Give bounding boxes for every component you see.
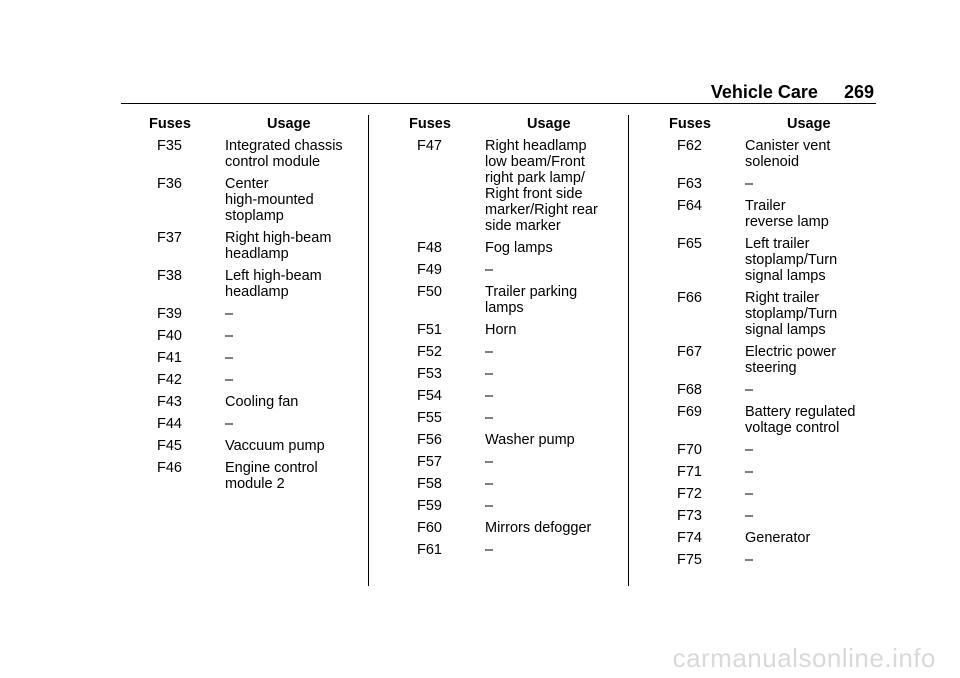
fuse-usage: Trailer reverse lamp <box>745 198 829 230</box>
fuse-usage: Electric power steering <box>745 344 837 376</box>
fuse-id: F54 <box>417 388 442 404</box>
fuse-id: F75 <box>677 552 702 568</box>
fuse-column-1 <box>121 116 361 498</box>
usage-header: Usage <box>527 116 571 132</box>
fuse-usage: – <box>485 410 494 426</box>
fuse-row <box>381 454 621 470</box>
fuse-column-3 <box>641 116 881 574</box>
fuse-id: F63 <box>677 176 702 192</box>
fuse-id: F41 <box>157 350 182 366</box>
fuse-row <box>121 306 361 322</box>
fuse-row <box>641 138 881 170</box>
column-divider <box>368 115 369 586</box>
fuse-id: F57 <box>417 454 442 470</box>
fuse-row <box>381 432 621 448</box>
fuse-id: F55 <box>417 410 442 426</box>
fuse-id: F44 <box>157 416 182 432</box>
fuse-row <box>121 268 361 300</box>
fuse-usage: Cooling fan <box>225 394 299 410</box>
fuse-usage: – <box>485 476 494 492</box>
fuse-id: F39 <box>157 306 182 322</box>
fuse-usage: Horn <box>485 322 517 338</box>
fuse-row <box>641 508 881 524</box>
fuse-usage: Left high-beam headlamp <box>225 268 322 300</box>
fuse-id: F72 <box>677 486 702 502</box>
fuse-id: F59 <box>417 498 442 514</box>
fuse-id: F70 <box>677 442 702 458</box>
fuse-usage: – <box>225 306 234 322</box>
fuse-usage: Washer pump <box>485 432 575 448</box>
fuse-row <box>381 542 621 558</box>
fuse-rows <box>641 138 881 568</box>
fuse-id: F43 <box>157 394 182 410</box>
usage-header: Usage <box>267 116 311 132</box>
fuse-row <box>381 240 621 256</box>
fuse-usage: – <box>745 508 754 524</box>
fuse-row <box>121 460 361 492</box>
fuse-usage: – <box>745 442 754 458</box>
fuse-id: F50 <box>417 284 442 300</box>
fuse-row <box>641 290 881 338</box>
fuses-header: Fuses <box>409 116 451 132</box>
fuse-row <box>121 138 361 170</box>
fuse-id: F42 <box>157 372 182 388</box>
fuse-row <box>121 176 361 224</box>
fuse-row <box>121 372 361 388</box>
fuse-row <box>641 530 881 546</box>
column-header <box>121 116 361 132</box>
fuse-rows <box>121 138 361 492</box>
fuse-usage: – <box>225 350 234 366</box>
fuse-row <box>381 284 621 316</box>
fuse-id: F69 <box>677 404 702 420</box>
fuse-id: F40 <box>157 328 182 344</box>
fuse-id: F73 <box>677 508 702 524</box>
fuse-usage: – <box>745 464 754 480</box>
fuse-id: F37 <box>157 230 182 246</box>
fuse-usage: – <box>225 328 234 344</box>
fuse-id: F48 <box>417 240 442 256</box>
fuse-usage: – <box>485 366 494 382</box>
fuse-row <box>641 382 881 398</box>
fuse-usage: Mirrors defogger <box>485 520 592 536</box>
fuse-usage: Fog lamps <box>485 240 553 256</box>
fuse-usage: – <box>745 552 754 568</box>
fuse-usage: Integrated chassis control module <box>225 138 343 170</box>
fuse-usage: Right trailer stoplamp/Turn signal lamps <box>745 290 838 338</box>
fuse-row <box>381 520 621 536</box>
fuse-row <box>381 138 621 234</box>
fuse-usage: Battery regulated voltage control <box>745 404 856 436</box>
column-header <box>641 116 881 132</box>
fuse-row <box>121 438 361 454</box>
fuse-row <box>641 344 881 376</box>
fuse-id: F35 <box>157 138 182 154</box>
fuse-id: F47 <box>417 138 442 154</box>
fuse-id: F46 <box>157 460 182 476</box>
page-number: 269 <box>843 82 874 102</box>
watermark: carmanualsonline.info <box>672 643 936 673</box>
fuse-id: F71 <box>677 464 702 480</box>
fuse-row <box>121 230 361 262</box>
fuse-usage: – <box>485 542 494 558</box>
fuse-usage: – <box>485 498 494 514</box>
fuse-row <box>641 198 881 230</box>
fuse-id: F74 <box>677 530 702 546</box>
fuse-row <box>121 394 361 410</box>
fuse-usage: Trailer parking lamps <box>485 284 578 316</box>
fuse-id: F65 <box>677 236 702 252</box>
fuse-usage: Left trailer stoplamp/Turn signal lamps <box>745 236 838 284</box>
fuse-usage: Right headlamp low beam/Front right park lamp/ Right front side marker/Right rear side marker <box>485 138 598 234</box>
fuse-usage: – <box>745 176 754 192</box>
usage-header: Usage <box>787 116 831 132</box>
column-divider <box>628 115 629 586</box>
fuse-id: F49 <box>417 262 442 278</box>
column-header <box>381 116 621 132</box>
fuse-row <box>641 464 881 480</box>
fuse-id: F53 <box>417 366 442 382</box>
fuse-id: F62 <box>677 138 702 154</box>
fuse-row <box>121 350 361 366</box>
fuse-id: F61 <box>417 542 442 558</box>
fuse-id: F66 <box>677 290 702 306</box>
fuse-row <box>381 262 621 278</box>
fuse-id: F45 <box>157 438 182 454</box>
fuse-usage: – <box>745 486 754 502</box>
fuse-id: F60 <box>417 520 442 536</box>
fuse-usage: – <box>485 344 494 360</box>
fuse-id: F67 <box>677 344 702 360</box>
fuse-usage: – <box>225 416 234 432</box>
fuse-id: F58 <box>417 476 442 492</box>
fuses-header: Fuses <box>149 116 191 132</box>
fuse-usage: – <box>485 454 494 470</box>
section-title: Vehicle Care <box>710 82 818 102</box>
fuse-rows <box>381 138 621 558</box>
fuse-usage: – <box>485 388 494 404</box>
fuse-row <box>641 404 881 436</box>
fuse-id: F56 <box>417 432 442 448</box>
fuse-column-2 <box>381 116 621 564</box>
fuse-usage: Right high-beam headlamp <box>225 230 332 262</box>
page-header <box>711 82 874 103</box>
fuse-row <box>381 476 621 492</box>
fuse-usage: Center high-mounted stoplamp <box>225 176 314 224</box>
fuse-usage: Canister vent solenoid <box>745 138 831 170</box>
fuse-usage: – <box>745 382 754 398</box>
fuse-id: F64 <box>677 198 702 214</box>
fuse-row <box>641 442 881 458</box>
fuse-usage: Engine control module 2 <box>225 460 318 492</box>
fuse-row <box>381 322 621 338</box>
fuse-usage: – <box>485 262 494 278</box>
fuse-usage: – <box>225 372 234 388</box>
fuse-row <box>641 236 881 284</box>
fuse-usage: Vaccuum pump <box>225 438 325 454</box>
fuse-id: F51 <box>417 322 442 338</box>
fuse-row <box>121 416 361 432</box>
fuse-row <box>381 344 621 360</box>
fuse-row <box>381 410 621 426</box>
fuse-row <box>641 552 881 568</box>
fuse-row <box>121 328 361 344</box>
fuses-header: Fuses <box>669 116 711 132</box>
header-rule <box>121 103 876 104</box>
fuse-id: F52 <box>417 344 442 360</box>
fuse-row <box>381 498 621 514</box>
fuse-id: F36 <box>157 176 182 192</box>
fuse-row <box>381 388 621 404</box>
fuse-row <box>381 366 621 382</box>
fuse-usage: Generator <box>745 530 811 546</box>
fuse-id: F68 <box>677 382 702 398</box>
fuse-row <box>641 486 881 502</box>
fuse-id: F38 <box>157 268 182 284</box>
fuse-row <box>641 176 881 192</box>
